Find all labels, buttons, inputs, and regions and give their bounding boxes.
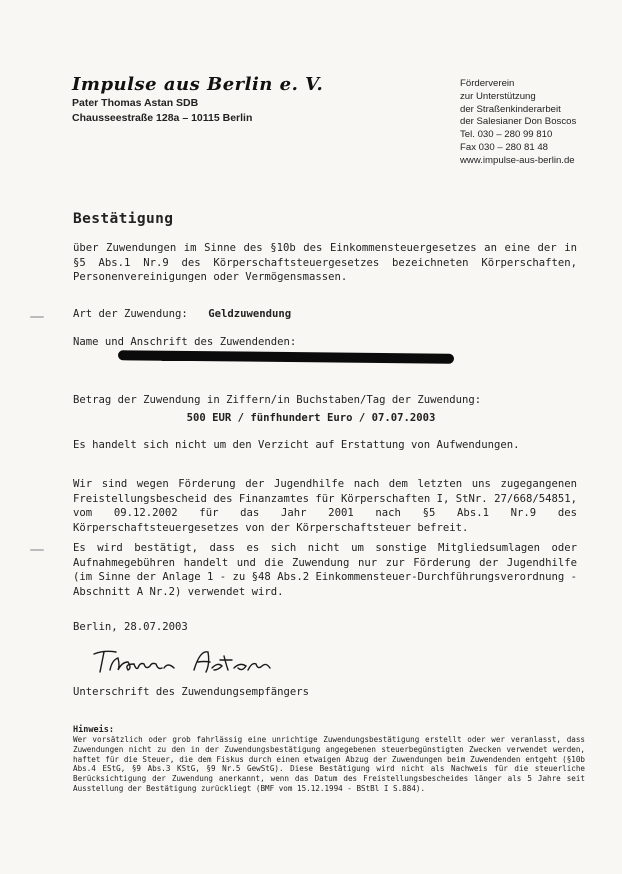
info-line: Förderverein bbox=[460, 78, 515, 89]
organization-info-block bbox=[460, 78, 576, 168]
tax-exemption-paragraph: Wir sind wegen Förderung der Jugendhilfe nach dem letzten uns zugegangenen Freistellungsbescheid des Finanzamtes für Körperschaften I, StNr. 27/668/54851, vom 09.12.2002 für das Jahr 2001 nach §5 Abs.1 Nr.9 des Körperschaftsteuergesetzes von der Körperschaftsteuer befreit. bbox=[73, 478, 577, 534]
amount-label: Betrag der Zuwendung in Ziffern/in Buchstaben/Tag der Zuwendung: bbox=[73, 394, 482, 406]
sender-block bbox=[72, 96, 252, 126]
handwritten-signature bbox=[90, 644, 290, 680]
waiver-statement: Es handelt sich nicht um den Verzicht auf Erstattung von Aufwendungen. bbox=[73, 439, 520, 451]
donor-name-label: Name und Anschrift des Zuwendenden: bbox=[73, 336, 297, 348]
signature-label: Unterschrift des Zuwendungsempfängers bbox=[73, 686, 309, 698]
intro-paragraph: über Zuwendungen im Sinne des §10b des Einkommensteuergesetzes an eine der in §5 Abs.1 Nr.9 des Körperschaftsteuergesetzes bezeichneten Körperschaften, Personenvereinigungen oder Vermögensmassen. bbox=[73, 242, 577, 283]
info-line: zur Unterstützung bbox=[460, 90, 536, 102]
document-title: Bestätigung bbox=[73, 211, 174, 227]
organization-logo-name: Impulse aus Berlin e. V. bbox=[72, 74, 324, 95]
hint-title: Hinweis: bbox=[73, 725, 114, 735]
phone-line: Tel. 030 – 280 99 810 bbox=[460, 129, 553, 141]
scan-mark bbox=[30, 549, 44, 551]
amount-value: 500 EUR / fünfhundert Euro / 07.07.2003 bbox=[186, 412, 436, 424]
sender-address: Chausseestraße 128a – 10115 Berlin bbox=[72, 112, 253, 124]
website-line: www.impulse-aus-berlin.de bbox=[460, 154, 575, 166]
hint-text: Wer vorsätzlich oder grob fahrlässig eine unrichtige Zuwendungsbestätigung erstellt oder wer veranlasst, dass Zuwendungen nicht zu den in der Zuwendungsbestätigung angegebenen steuerbegünstigten Zwecken verwendet werden, haftet für die Steuer, die dem Fiskus durch einen etwaigen Abzug der Zuwendungen beim Zuwendenden entgeht (§10b Abs.4 EStG, §9 Abs.3 KStG, §9 Nr.5 GewStG). Diese Bestätigung wird nicht als Nachweis für die steuerliche Berücksichtigung der Zuwendung anerkannt, wenn das Datum des Freistellungsbescheides länger als 5 Jahre seit Ausstellung der Bestätigung zurückliegt (BMF vom 15.12.1994 - BStBl I S.884). bbox=[73, 735, 585, 793]
info-line: der Straßenkinderarbeit bbox=[460, 103, 561, 115]
fax-line: Fax 030 – 280 81 48 bbox=[460, 141, 549, 153]
donation-type-row bbox=[73, 308, 291, 320]
scan-mark bbox=[30, 316, 44, 318]
redaction-bar bbox=[160, 356, 380, 361]
donation-type-label: Art der Zuwendung: bbox=[73, 308, 188, 320]
donation-type-value: Geldzuwendung bbox=[208, 308, 292, 320]
confirmation-paragraph: Es wird bestätigt, dass es sich nicht um sonstige Mitgliedsumlagen oder Aufnahmegebühren handelt und die Zuwendung nur zur Förderung der Jugendhilfe (im Sinne der Anlage 1 - zu §48 Abs.2 Einkommensteuer-Durchführungsverordnung - Abschnitt A Nr.2) verwendet wird. bbox=[73, 542, 577, 598]
place-date: Berlin, 28.07.2003 bbox=[73, 621, 188, 633]
info-line: der Salesianer Don Boscos bbox=[460, 116, 577, 128]
contact-name: Pater Thomas Astan SDB bbox=[72, 97, 199, 109]
